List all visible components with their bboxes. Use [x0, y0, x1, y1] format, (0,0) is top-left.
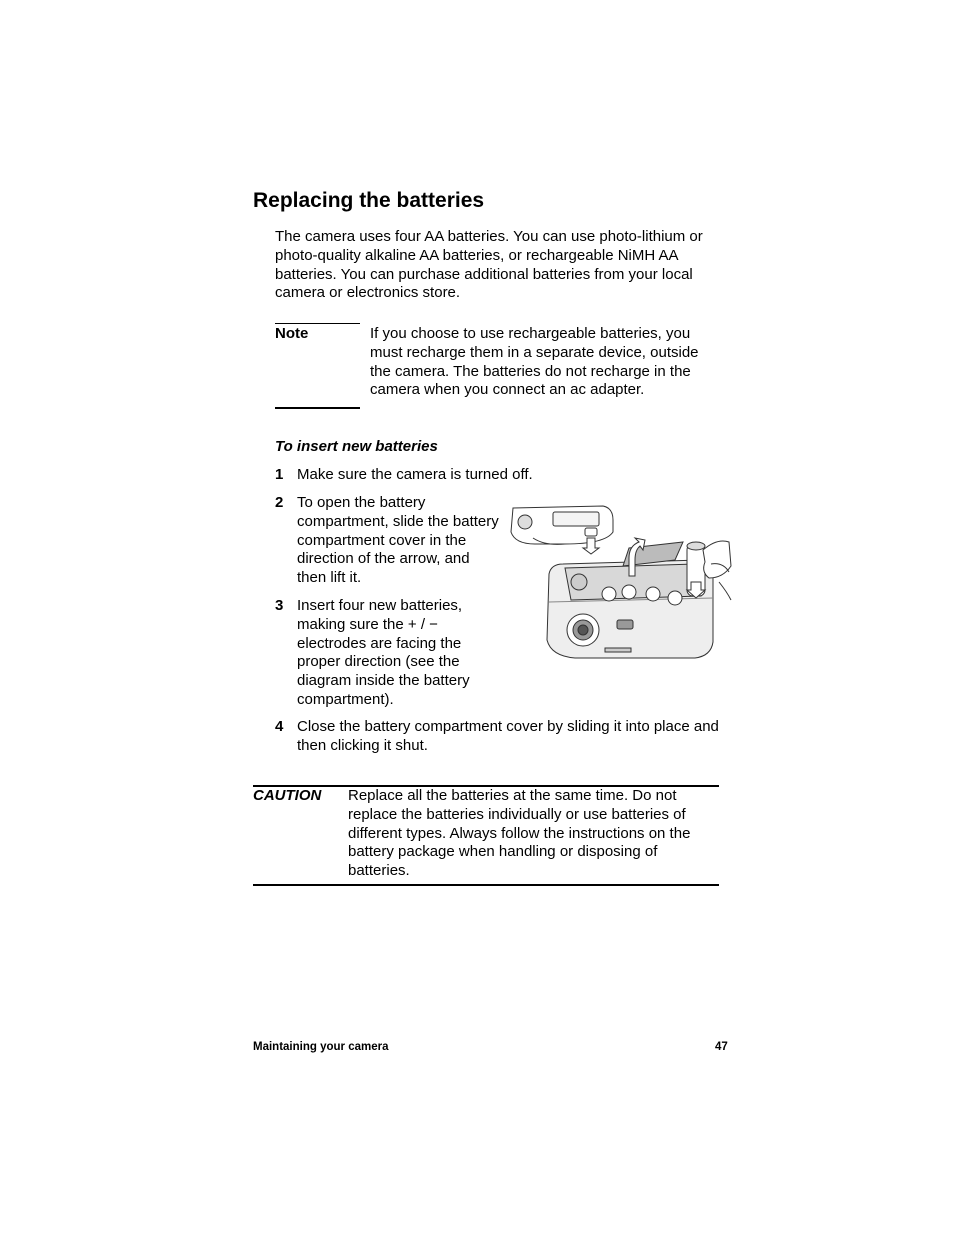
step-text: Make sure the camera is turned off.: [297, 466, 533, 483]
step-text: To open the battery compartment, slide the battery compartment cover in the direction of the arrow, and then lift it.: [297, 494, 499, 587]
step-number: 4: [275, 718, 284, 735]
caution-text: Replace all the batteries at the same time. Do not replace the batteries individually or use batteries of different types. Always follow the instructions on the battery package when handling or disposing of batteries.: [348, 787, 691, 880]
step-number: 3: [275, 597, 284, 614]
camera-battery-insertion-illustration: [505, 502, 733, 662]
procedure-title: To insert new batteries: [275, 438, 438, 455]
intro-paragraph: The camera uses four AA batteries. You can use photo-lithium or photo-quality alkaline AA batteries, or rechargeable NiMH AA batteries. You can purchase additional batteries from your local camera or electronics store.: [275, 228, 703, 302]
step-text: Insert four new batteries, making sure the + / − electrodes are facing the proper direction (see the diagram inside the battery compartment).: [297, 597, 470, 708]
page-title: Replacing the batteries: [253, 189, 485, 212]
footer-page-number: 47: [715, 1041, 728, 1053]
step-number: 1: [275, 466, 284, 483]
caution-divider-bottom: [253, 884, 719, 886]
note-label: Note: [275, 325, 309, 342]
footer-section-title: Maintaining your camera: [253, 1041, 389, 1053]
step-text: Close the battery compartment cover by sliding it into place and then clicking it shut.: [297, 718, 719, 754]
note-text: If you choose to use rechargeable batteries, you must recharge them in a separate device, outside the camera. The batteries do not recharge in the camera when you connect an ac adapter.: [370, 325, 699, 399]
caution-label: CAUTION: [253, 787, 322, 804]
note-divider-top: [275, 323, 360, 324]
note-divider-bottom: [275, 407, 360, 409]
step-number: 2: [275, 494, 284, 511]
